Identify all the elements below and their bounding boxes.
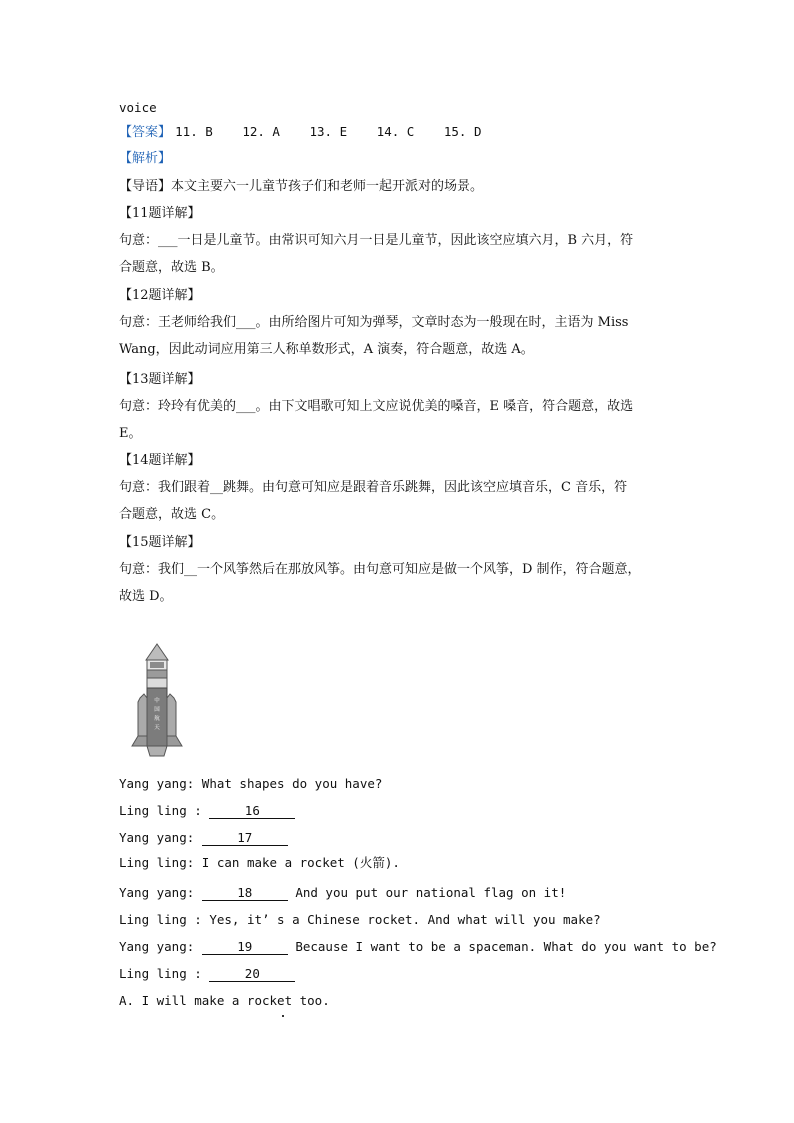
answer-item: 12. A: [242, 124, 280, 139]
q14-text-cont: 合题意，故选 C。: [119, 507, 225, 522]
intro-text: 【导语】本文主要六一儿童节孩子们和老师一起开派对的场景。: [119, 179, 484, 194]
q11-text-cont: 合题意，故选 B。: [119, 260, 224, 275]
answer-blank-17[interactable]: 17: [202, 830, 288, 846]
q15-title: 【15题详解】: [119, 535, 201, 550]
dialogue-line: Ling ling : 16: [119, 801, 295, 821]
dialogue-line: Ling ling : 20: [119, 964, 295, 984]
answer-item: 15. D: [443, 124, 482, 139]
answer-label: 【答案】: [119, 125, 172, 140]
q15-text: 句意：我们__一个风筝然后在那放风筝。由句意可知应是做一个风筝，D 制作，符合题意，: [119, 562, 641, 577]
q13-text-cont: E。: [119, 426, 142, 441]
rocket-image: [130, 642, 184, 758]
q14-text: 句意：我们跟着__跳舞。由句意可知应是跟着音乐跳舞，因此该空应填音乐，C 音乐，符: [119, 480, 628, 495]
dialogue-line: Yang yang: 17: [119, 828, 288, 848]
dialogue-line: Ling ling: I can make a rocket (火箭).: [119, 855, 400, 870]
stray-mark: [282, 1015, 284, 1017]
q15-text-cont: 故选 D。: [119, 589, 173, 604]
answer-item: 11. B: [175, 124, 213, 139]
rocket-label: 中国航天: [154, 698, 160, 731]
dialogue-line: Yang yang: 19 Because I want to be a spaceman. What do you want to be?: [119, 939, 717, 954]
dialogue-line: Ling ling : Yes, it’ s a Chinese rocket. And what will you make?: [119, 912, 601, 927]
analysis-label: 【解析】: [119, 151, 172, 166]
q11-title: 【11题详解】: [119, 206, 201, 221]
q13-text: 句意：玲玲有优美的___。由下文唱歌可知上文应说优美的嗓音，E 嗓音，符合题意，故选: [119, 399, 634, 414]
answer-blank-16[interactable]: 16: [209, 803, 295, 819]
top-word: voice: [119, 100, 157, 115]
answer-blank-19[interactable]: 19: [202, 939, 288, 955]
q14-title: 【14题详解】: [119, 453, 201, 468]
dialogue-line: Yang yang: 18 And you put our national flag on it!: [119, 885, 567, 900]
answer-item: 14. C: [376, 124, 415, 139]
q12-text-cont: Wang，因此动词应用第三人称单数形式，A 演奏，符合题意，故选 A。: [119, 342, 534, 357]
q12-text: 句意：王老师给我们___。由所给图片可知为弹琴，文章时态为一般现在时，主语为 Miss: [119, 315, 629, 330]
option-a: A. I will make a rocket too.: [119, 993, 330, 1008]
q13-title: 【13题详解】: [119, 372, 201, 387]
answer-item: 13. E: [309, 124, 348, 139]
q11-text: 句意：___一日是儿童节。由常识可知六月一日是儿童节，因此该空应填六月，B 六月，符: [119, 233, 634, 248]
q12-title: 【12题详解】: [119, 288, 201, 303]
answer-blank-18[interactable]: 18: [202, 885, 288, 901]
dialogue-line: Yang yang: What shapes do you have?: [119, 776, 383, 791]
answer-row: [119, 122, 503, 143]
answer-blank-20[interactable]: 20: [209, 966, 295, 982]
